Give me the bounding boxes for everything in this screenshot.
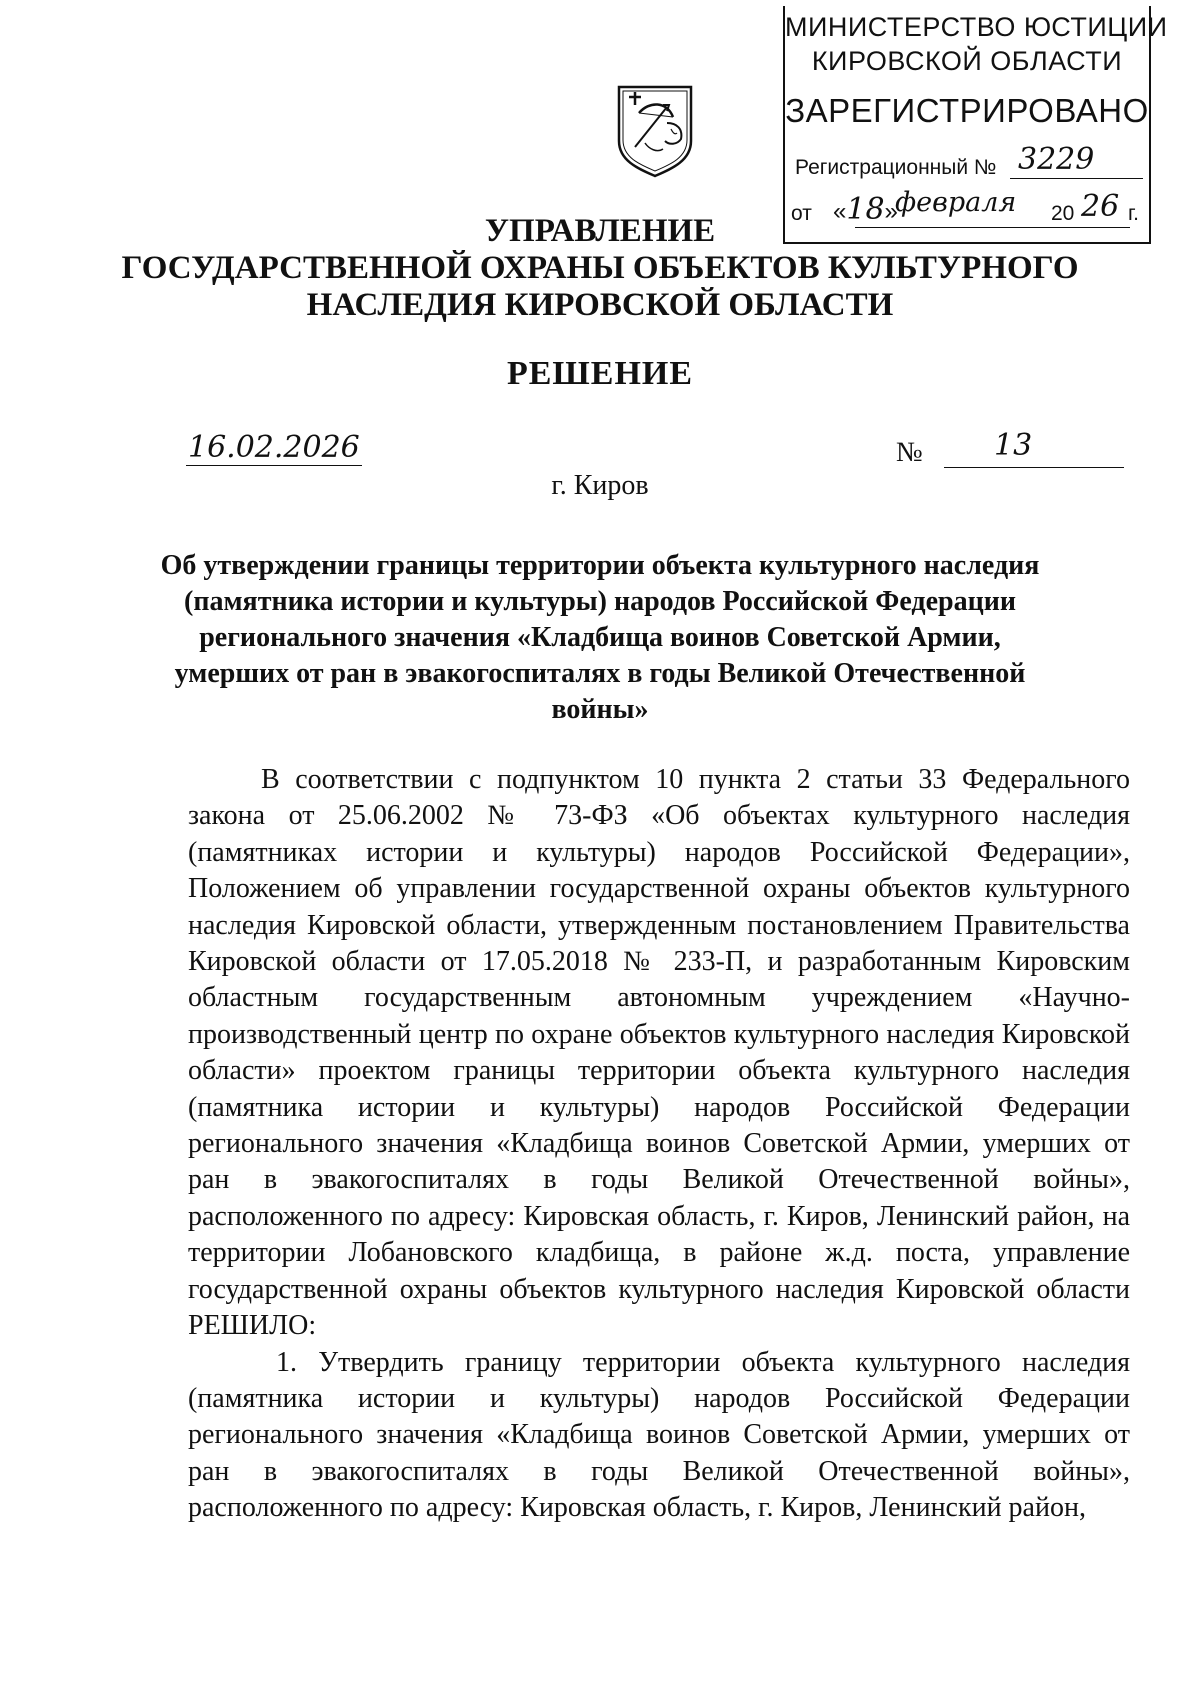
org-name-line2: ГОСУДАРСТВЕННОЙ ОХРАНЫ ОБЪЕКТОВ КУЛЬТУРНОГО (121, 250, 1079, 286)
document-type: РЕШЕНИЕ (506, 355, 694, 392)
stamp-day-close: » (884, 198, 898, 225)
document-date: 16.02.2026 (188, 430, 360, 465)
stamp-from-label: от (791, 202, 812, 225)
document-number-label: № (896, 437, 923, 468)
stamp-day-open: « (833, 198, 847, 225)
title-line: Об утверждении границы территории объекта культурного наследия (160, 550, 1040, 581)
stamp-year-unit: г. (1128, 202, 1139, 225)
coat-of-arms-icon (615, 83, 695, 179)
decision-item-1: 1. Утвердить границу территории объекта культурного наследия (памятника истории и культуры) народов Российской Федерации регионального значения «Кладбища воинов Советской Армии, умерших от ран в эвакогоспиталях в годы Великой Отечественной войны», расположенного по адресу: Кировская область, г. Киров, Ленинский район, (188, 1346, 1130, 1524)
registration-stamp (783, 6, 1168, 244)
stamp-day-value: 18 (846, 192, 885, 227)
org-name-line1: УПРАВЛЕНИЕ (484, 213, 716, 249)
stamp-reg-label: Регистрационный № (795, 156, 997, 179)
preamble-paragraph: В соответствии с подпунктом 10 пункта 2 статьи 33 Федерального закона от 25.06.2002 № 73-ФЗ «Об объектах культурного наследия (памятниках истории и культуры) народов Российской Федерации», Положением об управлении государственной охраны объектов культурного наследия Кировской области, утвержденным постановлением Правительства Кировской области от 17.05.2018 № 233-П, и разработанным Кировским областным государственным автономным учреждением «Научно-производственный центр по охране объектов культурного наследия Кировской области» проектом границы территории объекта культурного наследия (памятника истории и культуры) народов Российской Федерации регионального значения «Кладбища воинов Советской Армии, умерших от ран в эвакогоспиталях в годы Великой Отечественной войны», расположенного по адресу: Кировская область, г. Киров, Ленинский район, на территории Лобановского кладбища, в районе ж.д. поста, управление государственной охраны объектов культурного наследия Кировской области РЕШИЛО: (188, 764, 1130, 1342)
stamp-reg-number: 3229 (1010, 142, 1143, 179)
stamp-month: февраля (895, 187, 1017, 218)
document-title (150, 548, 1050, 728)
stamp-region: КИРОВСКОЙ ОБЛАСТИ (811, 46, 1123, 76)
document-number: 13 (944, 428, 1124, 468)
stamp-year-prefix: 20 (1051, 202, 1075, 225)
stamp-ministry: МИНИСТЕРСТВО ЮСТИЦИИ (785, 12, 1168, 42)
title-line: умерших от ран в эвакогоспиталях в годы Великой Отечественной (174, 658, 1026, 689)
stamp-year-suffix: 26 (1081, 189, 1120, 224)
title-line: войны» (551, 694, 649, 725)
title-line: регионального значения «Кладбища воинов Советской Армии, (199, 622, 1001, 653)
org-name-line3: НАСЛЕДИЯ КИРОВСКОЙ ОБЛАСТИ (306, 287, 894, 323)
title-line: (памятника истории и культуры) народов Российской Федерации (184, 586, 1016, 617)
document-city: г. Киров (551, 470, 649, 501)
stamp-status: ЗАРЕГИСТРИРОВАНО (785, 92, 1149, 129)
document-body (188, 762, 1130, 1527)
